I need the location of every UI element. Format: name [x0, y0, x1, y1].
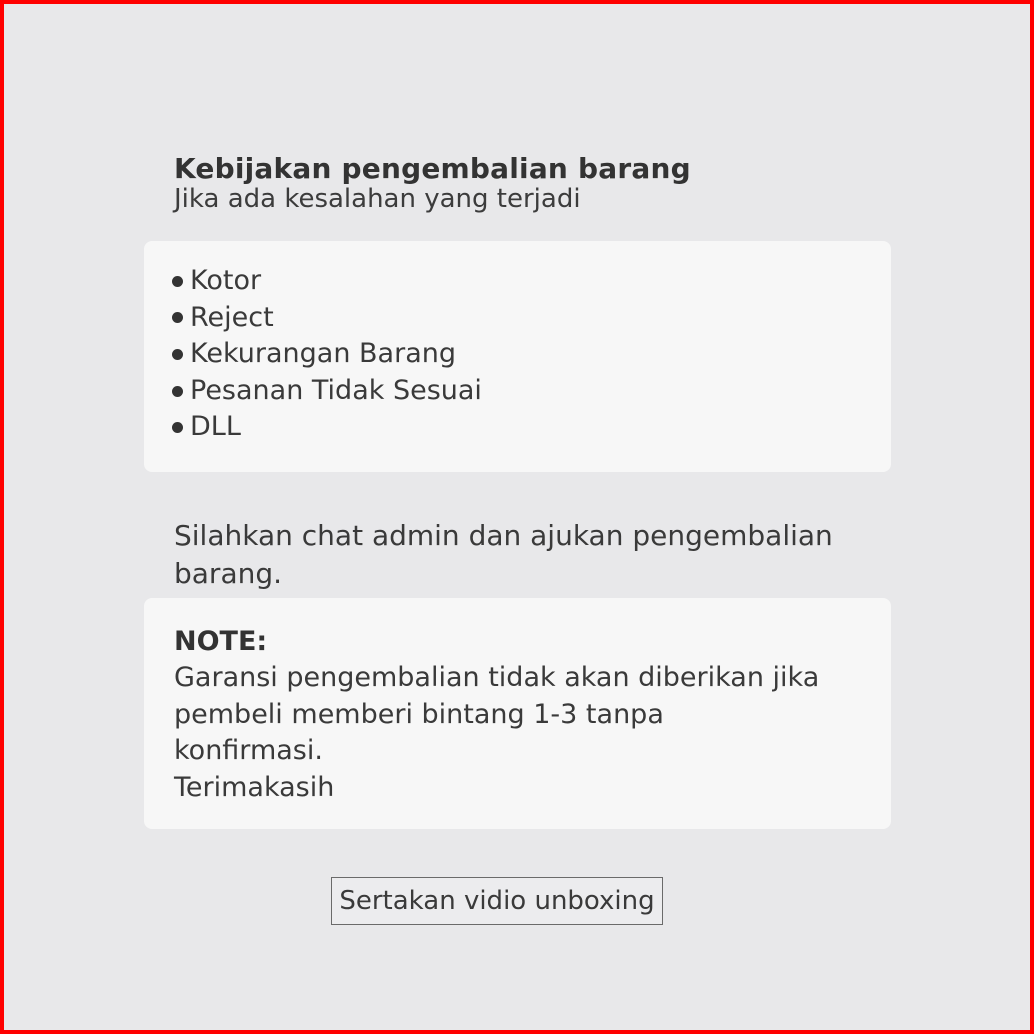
bullet-icon — [172, 349, 183, 360]
issue-list — [144, 241, 891, 446]
list-item-label: Reject — [190, 301, 274, 333]
list-item-label: Pesanan Tidak Sesuai — [190, 374, 482, 406]
note-line: konfirmasi. — [174, 735, 323, 766]
note-line: Garansi pengembalian tidak akan diberikan jika — [174, 662, 820, 693]
list-item-label: Kekurangan Barang — [190, 338, 456, 370]
issue-list-card — [144, 241, 891, 472]
note-card — [144, 598, 891, 829]
bullet-icon — [172, 312, 183, 323]
list-item — [172, 336, 891, 373]
unboxing-video-button[interactable]: Sertakan vidio unboxing — [331, 877, 663, 925]
list-item — [172, 263, 891, 300]
bullet-icon — [172, 422, 183, 433]
list-item-label: DLL — [190, 411, 241, 443]
list-item-label: Kotor — [190, 265, 262, 296]
note-label: NOTE: — [174, 626, 268, 657]
bullet-icon — [172, 276, 183, 287]
page-subtitle: Jika ada kesalahan yang terjadi — [174, 184, 581, 214]
list-item — [172, 300, 891, 337]
list-item — [172, 409, 891, 446]
note-line: pembeli memberi bintang 1-3 tanpa — [174, 698, 664, 730]
instruction-text: Silahkan chat admin dan ajukan pengembalian barang. — [174, 519, 833, 590]
note-line: Terimakasih — [174, 771, 335, 803]
page-title: Kebijakan pengembalian barang — [174, 152, 691, 185]
note-content — [144, 598, 874, 806]
bullet-icon — [172, 386, 183, 397]
list-item — [172, 373, 891, 410]
